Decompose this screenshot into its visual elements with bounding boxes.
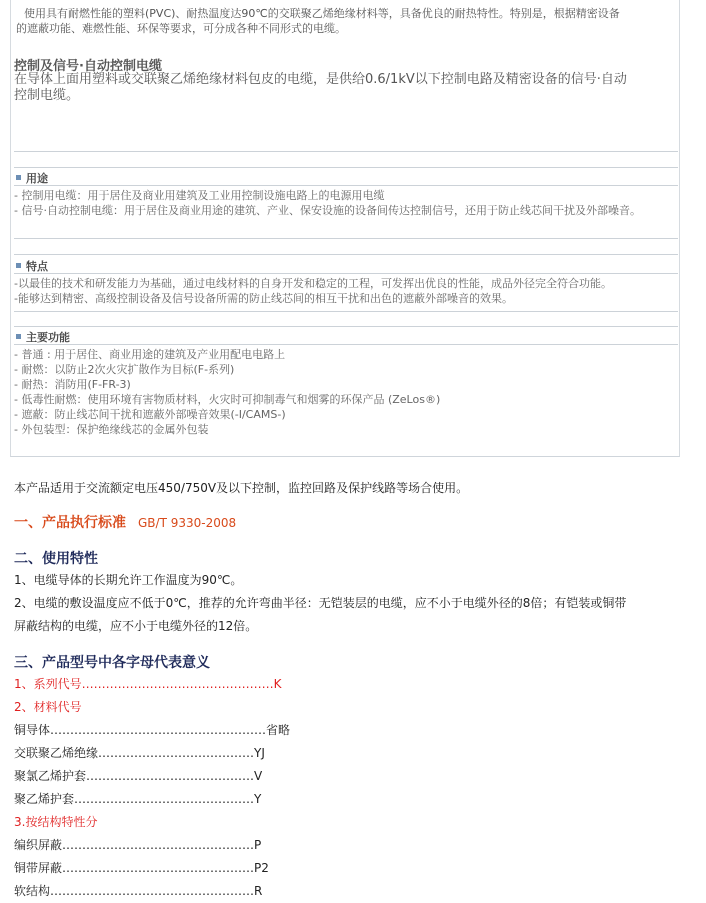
features-title-text: 特点 bbox=[26, 260, 48, 273]
applicability-text: 本产品适用于交流额定电压450/750V及以下控制，监控回路及保护线路等场合使用。 bbox=[14, 481, 469, 495]
structure-item: 铜带屏蔽…………………………………………P2 bbox=[14, 861, 269, 875]
structure-item: 软结构……………………………………………R bbox=[14, 884, 263, 898]
section2-item: 屏蔽结构的电缆，应不小于电缆外径的12倍。 bbox=[14, 619, 258, 633]
features-body bbox=[14, 276, 678, 306]
bullet-square-icon bbox=[16, 263, 21, 268]
usage-title bbox=[16, 170, 48, 186]
structure-item: 编织屏蔽…………………………………………P bbox=[14, 838, 262, 852]
functions-line: - 遮蔽：防止线芯间干扰和遮蔽外部噪音效果(-I/CAMS-) bbox=[14, 408, 286, 421]
bullet-square-icon bbox=[16, 175, 21, 180]
features-line: -能够达到精密、高级控制设备及信号设备所需的防止线芯间的相互干扰和出色的遮蔽外部噪音的效果。 bbox=[14, 292, 513, 305]
section2-item: 1、电缆导体的长期允许工作温度为90℃。 bbox=[14, 573, 243, 587]
section2-item: 2、电缆的敷设温度应不低于0℃，推荐的允许弯曲半径：无铠装层的电缆，应不小于电缆外径的8倍；有铠装或铜带 bbox=[14, 596, 627, 610]
control-cable-desc-line: 在导体上面用塑料或交联聚乙烯绝缘材料包皮的电缆，是供给0.6/1kV以下控制电路及精密设备的信号·自动 bbox=[14, 72, 627, 87]
series-code: 1、系列代号…………………………………………K bbox=[14, 677, 282, 691]
intro-line: 使用具有耐燃性能的塑料(PVC)、耐热温度达90℃的交联聚乙烯绝缘材料等，具备优良的耐热特性。特别是，根据精密设备 bbox=[24, 7, 620, 20]
control-cable-desc bbox=[14, 72, 674, 104]
usage-line: - 控制用电缆：用于居住及商业用建筑及工业用控制设施电路上的电源用电缆 bbox=[14, 189, 385, 202]
features-line: -以最佳的技术和研发能力为基础，通过电线材料的自身开发和稳定的工程，可发挥出优良的性能，成品外径完全符合功能。 bbox=[14, 277, 612, 290]
divider bbox=[14, 167, 678, 168]
functions-line: - 耐热：消防用(F-FR-3) bbox=[14, 378, 131, 391]
intro-text bbox=[16, 6, 666, 36]
usage-line: - 信号·自动控制电缆：用于居住及商业用途的建筑、产业、保安设施的设备间传达控制信号，还用于防止线芯间干扰及外部噪音。 bbox=[14, 204, 641, 217]
material-item: 铜导体………………………………………………省略 bbox=[14, 723, 291, 737]
functions-line: - 普通 : 用于居住、商业用途的建筑及产业用配电电路上 bbox=[14, 348, 286, 361]
divider bbox=[14, 185, 678, 186]
standard-code: GB/T 9330-2008 bbox=[138, 516, 237, 530]
functions-line: - 外包装型：保护绝缘线芯的金属外包装 bbox=[14, 423, 209, 436]
features-title bbox=[16, 258, 48, 274]
section3-title: 三、产品型号中各字母代表意义 bbox=[14, 655, 210, 671]
usage-title-text: 用途 bbox=[26, 172, 48, 185]
divider bbox=[14, 326, 678, 327]
control-cable-title: 控制及信号·自动控制电缆 bbox=[14, 59, 162, 74]
section3-body bbox=[14, 673, 694, 903]
section1-title: 一、产品执行标准 bbox=[14, 515, 126, 531]
section2-body bbox=[14, 569, 694, 638]
functions-body bbox=[14, 347, 678, 437]
structure-heading: 3.按结构特性分 bbox=[14, 815, 98, 829]
material-item: 聚氯乙烯护套……………………………………V bbox=[14, 769, 263, 783]
functions-line: - 耐燃：以防止2次火灾扩散作为目标(F-系列) bbox=[14, 363, 235, 376]
divider bbox=[14, 344, 678, 345]
material-heading: 2、材料代号 bbox=[14, 700, 82, 714]
divider bbox=[14, 151, 678, 152]
divider bbox=[14, 254, 678, 255]
functions-line: - 低毒性耐燃：使用环境有害物质材料，火灾时可抑制毒气和烟雾的环保产品 (ZeLos®) bbox=[14, 393, 441, 406]
control-cable-desc-line: 控制电缆。 bbox=[14, 88, 80, 103]
section1-heading bbox=[14, 512, 236, 532]
section2-title: 二、使用特性 bbox=[14, 551, 98, 567]
divider bbox=[14, 238, 678, 239]
intro-line: 的遮蔽功能、难燃性能、环保等要求，可分成各种不同形式的电缆。 bbox=[16, 22, 346, 35]
divider bbox=[14, 273, 678, 274]
bullet-square-icon bbox=[16, 334, 21, 339]
material-item: 交联聚乙烯绝缘…………………………………YJ bbox=[14, 746, 265, 760]
material-item: 聚乙烯护套………………………………………Y bbox=[14, 792, 262, 806]
functions-title bbox=[16, 329, 70, 345]
functions-title-text: 主要功能 bbox=[26, 331, 70, 344]
usage-body bbox=[14, 188, 678, 218]
divider bbox=[14, 311, 678, 312]
